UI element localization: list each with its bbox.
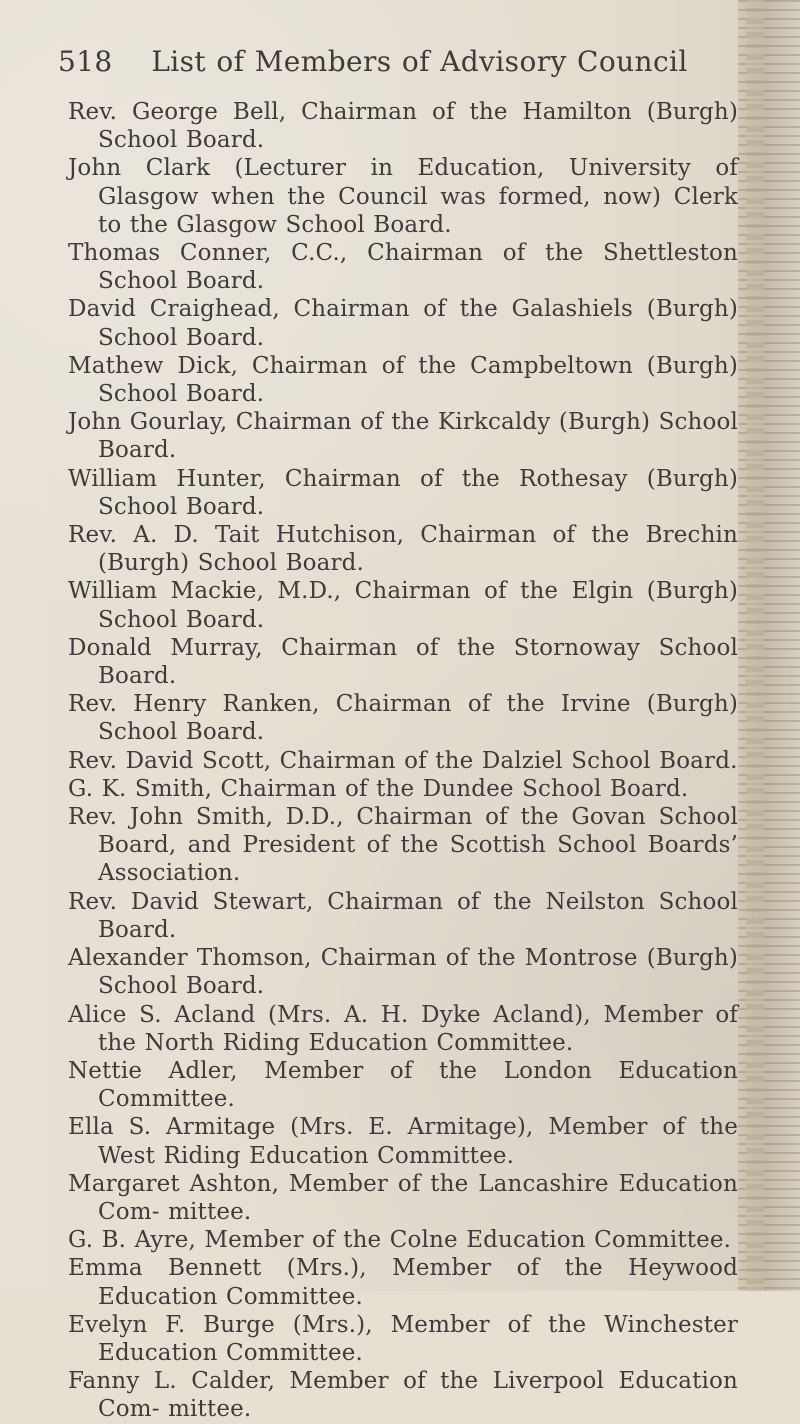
- page-number: 518: [58, 45, 113, 78]
- member-entry: David Craighead, Chairman of the Galashiels (Burgh) School Board.: [68, 296, 738, 351]
- page-binding-edge: [738, 0, 800, 1291]
- member-entry: William Hunter, Chairman of the Rothesay (Burgh) School Board.: [68, 465, 738, 520]
- member-entry: Rev. George Bell, Chairman of the Hamilton (Burgh) School Board.: [68, 99, 738, 154]
- page-header: [58, 38, 688, 86]
- member-entry: Rev. Henry Ranken, Chairman of the Irvine (Burgh) School Board.: [68, 691, 738, 746]
- member-entry: Thomas Conner, C.C., Chairman of the Shettleston School Board.: [68, 240, 738, 295]
- member-entry: G. K. Smith, Chairman of the Dundee School Board.: [68, 775, 689, 802]
- member-entry: Emma Bennett (Mrs.), Member of the Heywood Education Committee.: [68, 1255, 738, 1310]
- member-entry: John Gourlay, Chairman of the Kirkcaldy (Burgh) School Board.: [68, 409, 738, 464]
- member-entry: Rev. John Smith, D.D., Chairman of the Govan School Board, and President of the Scottish School Boards’ Association.: [68, 804, 738, 887]
- member-entry: William Mackie, M.D., Chairman of the Elgin (Burgh) School Board.: [68, 578, 738, 633]
- member-entry: Evelyn F. Burge (Mrs.), Member of the Winchester Education Committee.: [68, 1311, 738, 1366]
- member-entry: Mathew Dick, Chairman of the Campbeltown (Burgh) School Board.: [68, 352, 738, 408]
- member-entry: Nettie Adler, Member of the London Education Committee.: [68, 1057, 738, 1113]
- member-entry: Rev. A. D. Tait Hutchison, Chairman of the Brechin (Burgh) School Board.: [68, 522, 738, 577]
- member-entry: Ella S. Armitage (Mrs. E. Armitage), Member of the West Riding Education Committee.: [68, 1114, 738, 1169]
- member-entry: Fanny L. Calder, Member of the Liverpool Education Com- mittee.: [68, 1368, 738, 1423]
- page-title: List of Members of Advisory Council: [151, 45, 688, 78]
- member-entry: Margaret Ashton, Member of the Lancashire Education Com- mittee.: [68, 1170, 738, 1225]
- member-entry: Rev. David Stewart, Chairman of the Neilston School Board.: [68, 888, 738, 943]
- member-entry: Alice S. Acland (Mrs. A. H. Dyke Acland), Member of the North Riding Education Committee.: [68, 1001, 738, 1056]
- member-entry: Alexander Thomson, Chairman of the Montrose (Burgh) School Board.: [68, 945, 738, 1000]
- member-entry: John Clark (Lecturer in Education, University of Glasgow when the Council was formed, now) Clerk to the Glasgow School Board.: [68, 155, 738, 238]
- member-entry: G. B. Ayre, Member of the Colne Education Committee.: [68, 1227, 732, 1254]
- member-entry: Donald Murray, Chairman of the Stornoway School Board.: [68, 634, 738, 690]
- member-list: [68, 98, 738, 1424]
- member-entry: Rev. David Scott, Chairman of the Dalziel School Board.: [68, 747, 738, 774]
